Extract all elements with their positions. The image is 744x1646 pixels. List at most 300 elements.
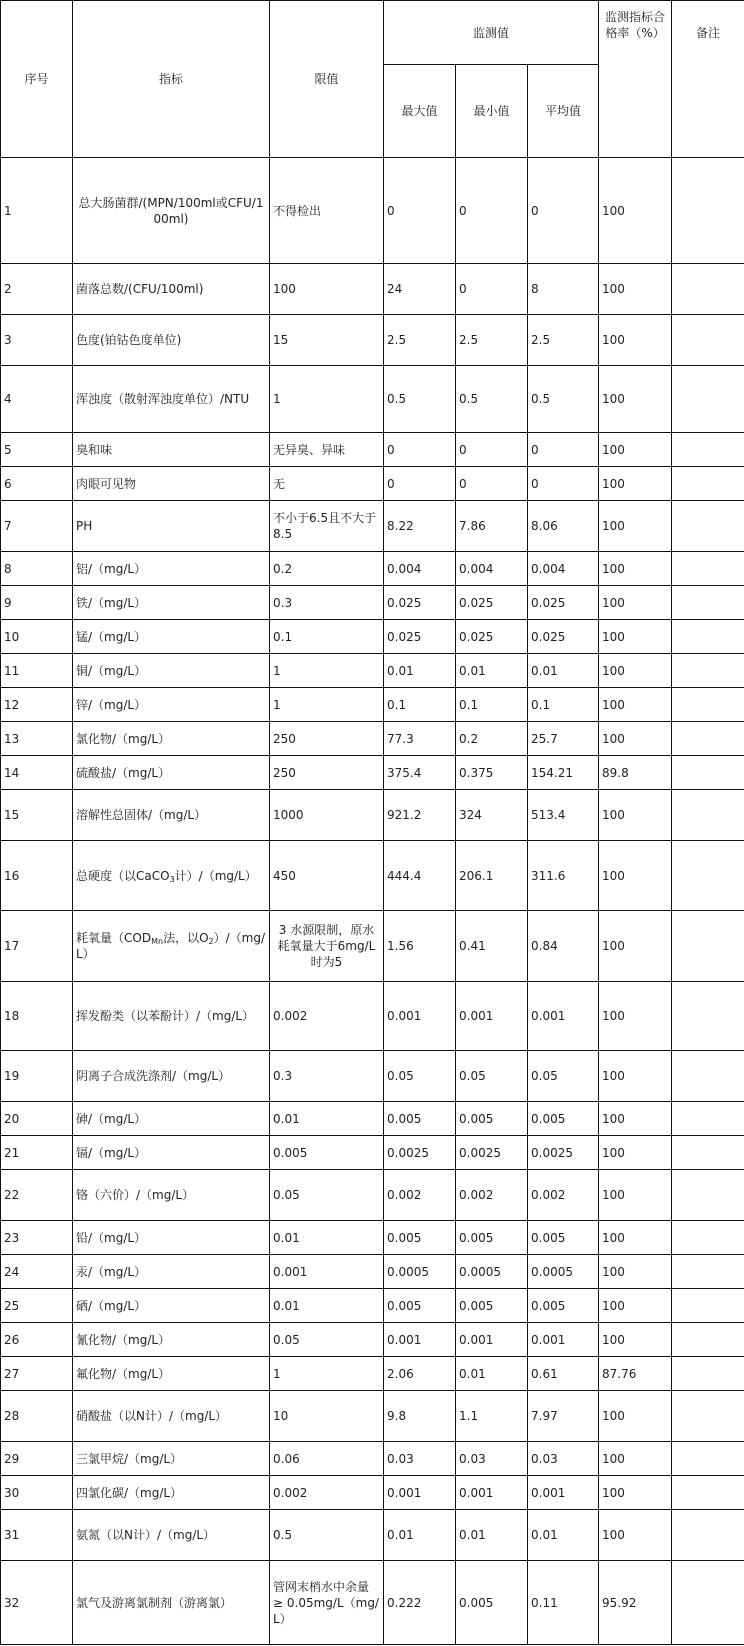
row-pass-rate: 100 bbox=[599, 1170, 672, 1221]
row-max: 0.025 bbox=[384, 586, 456, 620]
table-row bbox=[1, 1255, 744, 1289]
table-row bbox=[1, 1510, 744, 1561]
row-max: 0.01 bbox=[384, 654, 456, 688]
row-max: 0.004 bbox=[384, 552, 456, 586]
row-remark bbox=[672, 586, 744, 620]
row-limit: 3 水源限制，原水耗氧量大于6mg/L时为5 bbox=[270, 911, 384, 982]
row-min: 0 bbox=[456, 158, 528, 264]
table-row bbox=[1, 1136, 744, 1170]
row-max: 0.005 bbox=[384, 1221, 456, 1255]
row-no: 32 bbox=[1, 1561, 73, 1645]
row-no: 12 bbox=[1, 688, 73, 722]
row-avg: 0.01 bbox=[528, 1510, 599, 1561]
table-row bbox=[1, 1323, 744, 1357]
table-row bbox=[1, 1561, 744, 1645]
row-avg: 513.4 bbox=[528, 790, 599, 841]
row-indicator: 臭和味 bbox=[73, 433, 270, 467]
row-remark bbox=[672, 620, 744, 654]
row-indicator: 氯气及游离氯制剂（游离氯） bbox=[73, 1561, 270, 1645]
row-min: 0.005 bbox=[456, 1102, 528, 1136]
row-indicator: 总大肠菌群/(MPN/100ml或CFU/100ml) bbox=[73, 158, 270, 264]
row-avg: 0.001 bbox=[528, 982, 599, 1051]
table-row bbox=[1, 790, 744, 841]
row-min: 0.41 bbox=[456, 911, 528, 982]
row-no: 4 bbox=[1, 366, 73, 433]
row-remark bbox=[672, 158, 744, 264]
row-min: 0 bbox=[456, 264, 528, 315]
header-indicator: 指标 bbox=[73, 1, 270, 158]
row-remark bbox=[672, 501, 744, 552]
row-avg: 0.01 bbox=[528, 654, 599, 688]
row-remark bbox=[672, 1255, 744, 1289]
table-row bbox=[1, 620, 744, 654]
row-no: 9 bbox=[1, 586, 73, 620]
row-pass-rate: 100 bbox=[599, 841, 672, 911]
table-row bbox=[1, 1051, 744, 1102]
row-min: 0.01 bbox=[456, 654, 528, 688]
row-indicator: 氟化物/（mg/L） bbox=[73, 1357, 270, 1391]
row-indicator: 锌/（mg/L） bbox=[73, 688, 270, 722]
row-max: 0.001 bbox=[384, 1323, 456, 1357]
row-min: 0.002 bbox=[456, 1170, 528, 1221]
row-avg: 0 bbox=[528, 467, 599, 501]
row-no: 18 bbox=[1, 982, 73, 1051]
row-avg: 0.05 bbox=[528, 1051, 599, 1102]
row-min: 0.001 bbox=[456, 982, 528, 1051]
row-no: 11 bbox=[1, 654, 73, 688]
header-limit: 限值 bbox=[270, 1, 384, 158]
row-min: 7.86 bbox=[456, 501, 528, 552]
row-remark bbox=[672, 911, 744, 982]
row-no: 27 bbox=[1, 1357, 73, 1391]
row-min: 1.1 bbox=[456, 1391, 528, 1442]
row-max: 0 bbox=[384, 158, 456, 264]
row-indicator: 溶解性总固体/（mg/L） bbox=[73, 790, 270, 841]
row-pass-rate: 100 bbox=[599, 1255, 672, 1289]
row-no: 8 bbox=[1, 552, 73, 586]
row-avg: 2.5 bbox=[528, 315, 599, 366]
row-limit: 1 bbox=[270, 654, 384, 688]
row-avg: 311.6 bbox=[528, 841, 599, 911]
row-max: 2.06 bbox=[384, 1357, 456, 1391]
row-no: 16 bbox=[1, 841, 73, 911]
row-pass-rate: 100 bbox=[599, 1391, 672, 1442]
row-remark bbox=[672, 841, 744, 911]
row-limit: 0.01 bbox=[270, 1289, 384, 1323]
row-min: 0.01 bbox=[456, 1357, 528, 1391]
row-no: 10 bbox=[1, 620, 73, 654]
row-avg: 0 bbox=[528, 158, 599, 264]
row-limit: 0.06 bbox=[270, 1442, 384, 1476]
row-min: 0.001 bbox=[456, 1476, 528, 1510]
row-avg: 0.001 bbox=[528, 1323, 599, 1357]
row-indicator: PH bbox=[73, 501, 270, 552]
row-indicator: 阴离子合成洗涤剂/（mg/L） bbox=[73, 1051, 270, 1102]
row-indicator: 浑浊度（散射浑浊度单位）/NTU bbox=[73, 366, 270, 433]
row-no: 21 bbox=[1, 1136, 73, 1170]
row-remark bbox=[672, 1221, 744, 1255]
row-indicator: 氰化物/（mg/L） bbox=[73, 1323, 270, 1357]
row-limit: 0.01 bbox=[270, 1221, 384, 1255]
row-no: 17 bbox=[1, 911, 73, 982]
row-min: 0.2 bbox=[456, 722, 528, 756]
row-max: 1.56 bbox=[384, 911, 456, 982]
row-max: 0.5 bbox=[384, 366, 456, 433]
row-pass-rate: 100 bbox=[599, 467, 672, 501]
indicator-part: 计）/（mg/L） bbox=[174, 868, 257, 883]
row-pass-rate: 100 bbox=[599, 982, 672, 1051]
row-no: 31 bbox=[1, 1510, 73, 1561]
row-remark bbox=[672, 1102, 744, 1136]
row-max: 921.2 bbox=[384, 790, 456, 841]
row-limit: 无异臭、异味 bbox=[270, 433, 384, 467]
table-row bbox=[1, 982, 744, 1051]
row-remark bbox=[672, 1510, 744, 1561]
table-row bbox=[1, 1442, 744, 1476]
row-indicator bbox=[73, 911, 270, 982]
table-row bbox=[1, 688, 744, 722]
row-pass-rate: 100 bbox=[599, 620, 672, 654]
row-limit: 1000 bbox=[270, 790, 384, 841]
table-row bbox=[1, 433, 744, 467]
row-pass-rate: 100 bbox=[599, 1289, 672, 1323]
row-indicator: 锰/（mg/L） bbox=[73, 620, 270, 654]
row-limit: 0.5 bbox=[270, 1510, 384, 1561]
row-min: 0.0005 bbox=[456, 1255, 528, 1289]
row-min: 0.5 bbox=[456, 366, 528, 433]
table-row bbox=[1, 1357, 744, 1391]
row-limit: 1 bbox=[270, 688, 384, 722]
row-min: 0.1 bbox=[456, 688, 528, 722]
row-min: 2.5 bbox=[456, 315, 528, 366]
row-min: 0.005 bbox=[456, 1289, 528, 1323]
indicator-subscript: 2 bbox=[208, 937, 214, 946]
row-limit: 0.05 bbox=[270, 1323, 384, 1357]
row-remark bbox=[672, 1136, 744, 1170]
row-pass-rate: 100 bbox=[599, 1476, 672, 1510]
row-indicator: 硫酸盐/（mg/L） bbox=[73, 756, 270, 790]
table-row bbox=[1, 552, 744, 586]
indicator-subscript: 3 bbox=[169, 874, 175, 884]
row-indicator: 氯化物/（mg/L） bbox=[73, 722, 270, 756]
row-no: 24 bbox=[1, 1255, 73, 1289]
row-remark bbox=[672, 654, 744, 688]
row-remark bbox=[672, 982, 744, 1051]
row-limit: 15 bbox=[270, 315, 384, 366]
row-limit: 250 bbox=[270, 756, 384, 790]
row-indicator: 挥发酚类（以苯酚计）/（mg/L） bbox=[73, 982, 270, 1051]
row-no: 2 bbox=[1, 264, 73, 315]
row-avg: 0.005 bbox=[528, 1221, 599, 1255]
row-remark bbox=[672, 467, 744, 501]
row-avg: 0.03 bbox=[528, 1442, 599, 1476]
row-max: 0 bbox=[384, 433, 456, 467]
row-remark bbox=[672, 756, 744, 790]
row-remark bbox=[672, 1391, 744, 1442]
row-pass-rate: 100 bbox=[599, 366, 672, 433]
row-avg: 0 bbox=[528, 433, 599, 467]
row-min: 0.01 bbox=[456, 1510, 528, 1561]
row-min: 206.1 bbox=[456, 841, 528, 911]
row-limit: 管网末梢水中余量 ≥ 0.05mg/L（mg/L） bbox=[270, 1561, 384, 1645]
indicator-part: 总硬度（以CaCO bbox=[76, 868, 170, 883]
row-pass-rate: 100 bbox=[599, 433, 672, 467]
row-no: 7 bbox=[1, 501, 73, 552]
row-max: 0.005 bbox=[384, 1102, 456, 1136]
row-pass-rate: 100 bbox=[599, 586, 672, 620]
row-remark bbox=[672, 1476, 744, 1510]
row-pass-rate: 100 bbox=[599, 264, 672, 315]
row-no: 3 bbox=[1, 315, 73, 366]
row-pass-rate: 100 bbox=[599, 315, 672, 366]
row-indicator: 镉/（mg/L） bbox=[73, 1136, 270, 1170]
row-remark bbox=[672, 1442, 744, 1476]
row-max: 0.05 bbox=[384, 1051, 456, 1102]
header-monitor: 监测值 bbox=[384, 1, 599, 65]
row-no: 5 bbox=[1, 433, 73, 467]
row-remark bbox=[672, 433, 744, 467]
row-max: 0.222 bbox=[384, 1561, 456, 1645]
row-pass-rate: 100 bbox=[599, 1510, 672, 1561]
header-seq: 序号 bbox=[1, 1, 73, 158]
table-row bbox=[1, 1221, 744, 1255]
row-limit: 不小于6.5且不大于8.5 bbox=[270, 501, 384, 552]
table-row bbox=[1, 264, 744, 315]
header-remark: 备注 bbox=[672, 1, 744, 158]
row-max: 8.22 bbox=[384, 501, 456, 552]
row-pass-rate: 95.92 bbox=[599, 1561, 672, 1645]
row-indicator: 铬（六价）/（mg/L） bbox=[73, 1170, 270, 1221]
row-avg: 0.1 bbox=[528, 688, 599, 722]
row-pass-rate: 100 bbox=[599, 1323, 672, 1357]
table-row bbox=[1, 366, 744, 433]
row-indicator: 菌落总数/(CFU/100ml) bbox=[73, 264, 270, 315]
row-avg: 0.11 bbox=[528, 1561, 599, 1645]
row-max: 77.3 bbox=[384, 722, 456, 756]
row-indicator: 铜/（mg/L） bbox=[73, 654, 270, 688]
row-avg: 0.025 bbox=[528, 620, 599, 654]
table-row bbox=[1, 586, 744, 620]
row-min: 0.005 bbox=[456, 1561, 528, 1645]
row-avg: 0.0005 bbox=[528, 1255, 599, 1289]
row-max: 0.0005 bbox=[384, 1255, 456, 1289]
indicator-part: 法，以O bbox=[163, 931, 209, 945]
header-avg: 平均值 bbox=[528, 65, 599, 158]
row-no: 25 bbox=[1, 1289, 73, 1323]
row-remark bbox=[672, 790, 744, 841]
header-pass-rate: 监测指标合格率（%） bbox=[599, 1, 672, 158]
row-min: 0 bbox=[456, 467, 528, 501]
row-avg: 8.06 bbox=[528, 501, 599, 552]
row-remark bbox=[672, 722, 744, 756]
row-max: 0.01 bbox=[384, 1510, 456, 1561]
row-pass-rate: 100 bbox=[599, 1051, 672, 1102]
row-pass-rate: 100 bbox=[599, 158, 672, 264]
row-limit: 不得检出 bbox=[270, 158, 384, 264]
row-min: 0 bbox=[456, 433, 528, 467]
row-max: 24 bbox=[384, 264, 456, 315]
row-avg: 0.5 bbox=[528, 366, 599, 433]
row-no: 6 bbox=[1, 467, 73, 501]
table-row bbox=[1, 501, 744, 552]
row-max: 2.5 bbox=[384, 315, 456, 366]
row-no: 30 bbox=[1, 1476, 73, 1510]
row-max: 0.005 bbox=[384, 1289, 456, 1323]
row-max: 0.001 bbox=[384, 982, 456, 1051]
row-indicator: 三氯甲烷/（mg/L） bbox=[73, 1442, 270, 1476]
row-no: 13 bbox=[1, 722, 73, 756]
row-pass-rate: 100 bbox=[599, 1102, 672, 1136]
row-indicator: 汞/（mg/L） bbox=[73, 1255, 270, 1289]
row-indicator bbox=[73, 841, 270, 911]
table-row bbox=[1, 1289, 744, 1323]
row-max: 375.4 bbox=[384, 756, 456, 790]
row-min: 0.05 bbox=[456, 1051, 528, 1102]
row-avg: 0.002 bbox=[528, 1170, 599, 1221]
row-remark bbox=[672, 1561, 744, 1645]
row-limit: 0.005 bbox=[270, 1136, 384, 1170]
row-pass-rate: 89.8 bbox=[599, 756, 672, 790]
row-pass-rate: 100 bbox=[599, 722, 672, 756]
row-indicator: 四氯化碳/（mg/L） bbox=[73, 1476, 270, 1510]
row-remark bbox=[672, 1170, 744, 1221]
row-max: 444.4 bbox=[384, 841, 456, 911]
row-indicator: 硝酸盐（以N计）/（mg/L） bbox=[73, 1391, 270, 1442]
indicator-part: 耗氧量（COD bbox=[76, 931, 152, 945]
row-min: 0.025 bbox=[456, 620, 528, 654]
row-limit: 1 bbox=[270, 366, 384, 433]
row-pass-rate: 100 bbox=[599, 552, 672, 586]
row-indicator: 氨氮（以N计）/（mg/L） bbox=[73, 1510, 270, 1561]
row-avg: 25.7 bbox=[528, 722, 599, 756]
row-avg: 154.21 bbox=[528, 756, 599, 790]
row-limit: 0.3 bbox=[270, 1051, 384, 1102]
row-avg: 0.005 bbox=[528, 1289, 599, 1323]
indicator-part: ）/（mg/L） bbox=[76, 931, 266, 961]
row-avg: 0.004 bbox=[528, 552, 599, 586]
indicator-subscript: Mn bbox=[151, 937, 164, 946]
row-min: 0.375 bbox=[456, 756, 528, 790]
row-indicator: 铝/（mg/L） bbox=[73, 552, 270, 586]
row-no: 26 bbox=[1, 1323, 73, 1357]
row-indicator: 色度(铂钴色度单位) bbox=[73, 315, 270, 366]
table-row bbox=[1, 158, 744, 264]
header-min: 最小值 bbox=[456, 65, 528, 158]
row-max: 0.03 bbox=[384, 1442, 456, 1476]
row-avg: 0.61 bbox=[528, 1357, 599, 1391]
row-pass-rate: 100 bbox=[599, 688, 672, 722]
row-min: 0.004 bbox=[456, 552, 528, 586]
row-limit: 0.001 bbox=[270, 1255, 384, 1289]
row-min: 0.025 bbox=[456, 586, 528, 620]
row-limit: 1 bbox=[270, 1357, 384, 1391]
row-indicator: 铁/（mg/L） bbox=[73, 586, 270, 620]
table-row bbox=[1, 841, 744, 911]
row-pass-rate: 100 bbox=[599, 1221, 672, 1255]
row-limit: 100 bbox=[270, 264, 384, 315]
table-row bbox=[1, 722, 744, 756]
row-avg: 0.84 bbox=[528, 911, 599, 982]
row-no: 14 bbox=[1, 756, 73, 790]
table-row bbox=[1, 654, 744, 688]
row-no: 15 bbox=[1, 790, 73, 841]
row-avg: 0.005 bbox=[528, 1102, 599, 1136]
row-pass-rate: 100 bbox=[599, 1442, 672, 1476]
row-no: 1 bbox=[1, 158, 73, 264]
row-min: 0.0025 bbox=[456, 1136, 528, 1170]
row-remark bbox=[672, 1289, 744, 1323]
row-max: 0.001 bbox=[384, 1476, 456, 1510]
row-pass-rate: 100 bbox=[599, 654, 672, 688]
table-row bbox=[1, 756, 744, 790]
table-row bbox=[1, 1476, 744, 1510]
row-max: 0.002 bbox=[384, 1170, 456, 1221]
table-row bbox=[1, 1170, 744, 1221]
row-min: 0.001 bbox=[456, 1323, 528, 1357]
row-limit: 0.2 bbox=[270, 552, 384, 586]
row-remark bbox=[672, 1323, 744, 1357]
row-no: 28 bbox=[1, 1391, 73, 1442]
row-limit: 0.1 bbox=[270, 620, 384, 654]
row-no: 19 bbox=[1, 1051, 73, 1102]
row-avg: 0.025 bbox=[528, 586, 599, 620]
row-min: 0.03 bbox=[456, 1442, 528, 1476]
table-row bbox=[1, 315, 744, 366]
row-max: 0.1 bbox=[384, 688, 456, 722]
row-remark bbox=[672, 552, 744, 586]
row-limit: 0.002 bbox=[270, 982, 384, 1051]
row-max: 9.8 bbox=[384, 1391, 456, 1442]
row-pass-rate: 100 bbox=[599, 790, 672, 841]
row-no: 23 bbox=[1, 1221, 73, 1255]
row-max: 0 bbox=[384, 467, 456, 501]
table-body bbox=[1, 158, 744, 1645]
row-min: 324 bbox=[456, 790, 528, 841]
row-limit: 0.002 bbox=[270, 1476, 384, 1510]
row-indicator: 砷/（mg/L） bbox=[73, 1102, 270, 1136]
row-avg: 8 bbox=[528, 264, 599, 315]
row-min: 0.005 bbox=[456, 1221, 528, 1255]
table-row bbox=[1, 1102, 744, 1136]
row-avg: 7.97 bbox=[528, 1391, 599, 1442]
row-pass-rate: 87.76 bbox=[599, 1357, 672, 1391]
row-limit: 无 bbox=[270, 467, 384, 501]
row-pass-rate: 100 bbox=[599, 1136, 672, 1170]
row-limit: 10 bbox=[270, 1391, 384, 1442]
row-avg: 0.0025 bbox=[528, 1136, 599, 1170]
row-avg: 0.001 bbox=[528, 1476, 599, 1510]
row-limit: 0.01 bbox=[270, 1102, 384, 1136]
table-row bbox=[1, 911, 744, 982]
row-remark bbox=[672, 1357, 744, 1391]
row-indicator: 肉眼可见物 bbox=[73, 467, 270, 501]
table-header bbox=[1, 1, 744, 158]
row-remark bbox=[672, 1051, 744, 1102]
row-remark bbox=[672, 264, 744, 315]
row-limit: 0.3 bbox=[270, 586, 384, 620]
row-limit: 450 bbox=[270, 841, 384, 911]
row-remark bbox=[672, 366, 744, 433]
header-max: 最大值 bbox=[384, 65, 456, 158]
table-row bbox=[1, 467, 744, 501]
row-remark bbox=[672, 315, 744, 366]
row-pass-rate: 100 bbox=[599, 911, 672, 982]
row-limit: 0.05 bbox=[270, 1170, 384, 1221]
row-indicator: 铅/（mg/L） bbox=[73, 1221, 270, 1255]
row-max: 0.0025 bbox=[384, 1136, 456, 1170]
row-indicator: 硒/（mg/L） bbox=[73, 1289, 270, 1323]
row-limit: 250 bbox=[270, 722, 384, 756]
